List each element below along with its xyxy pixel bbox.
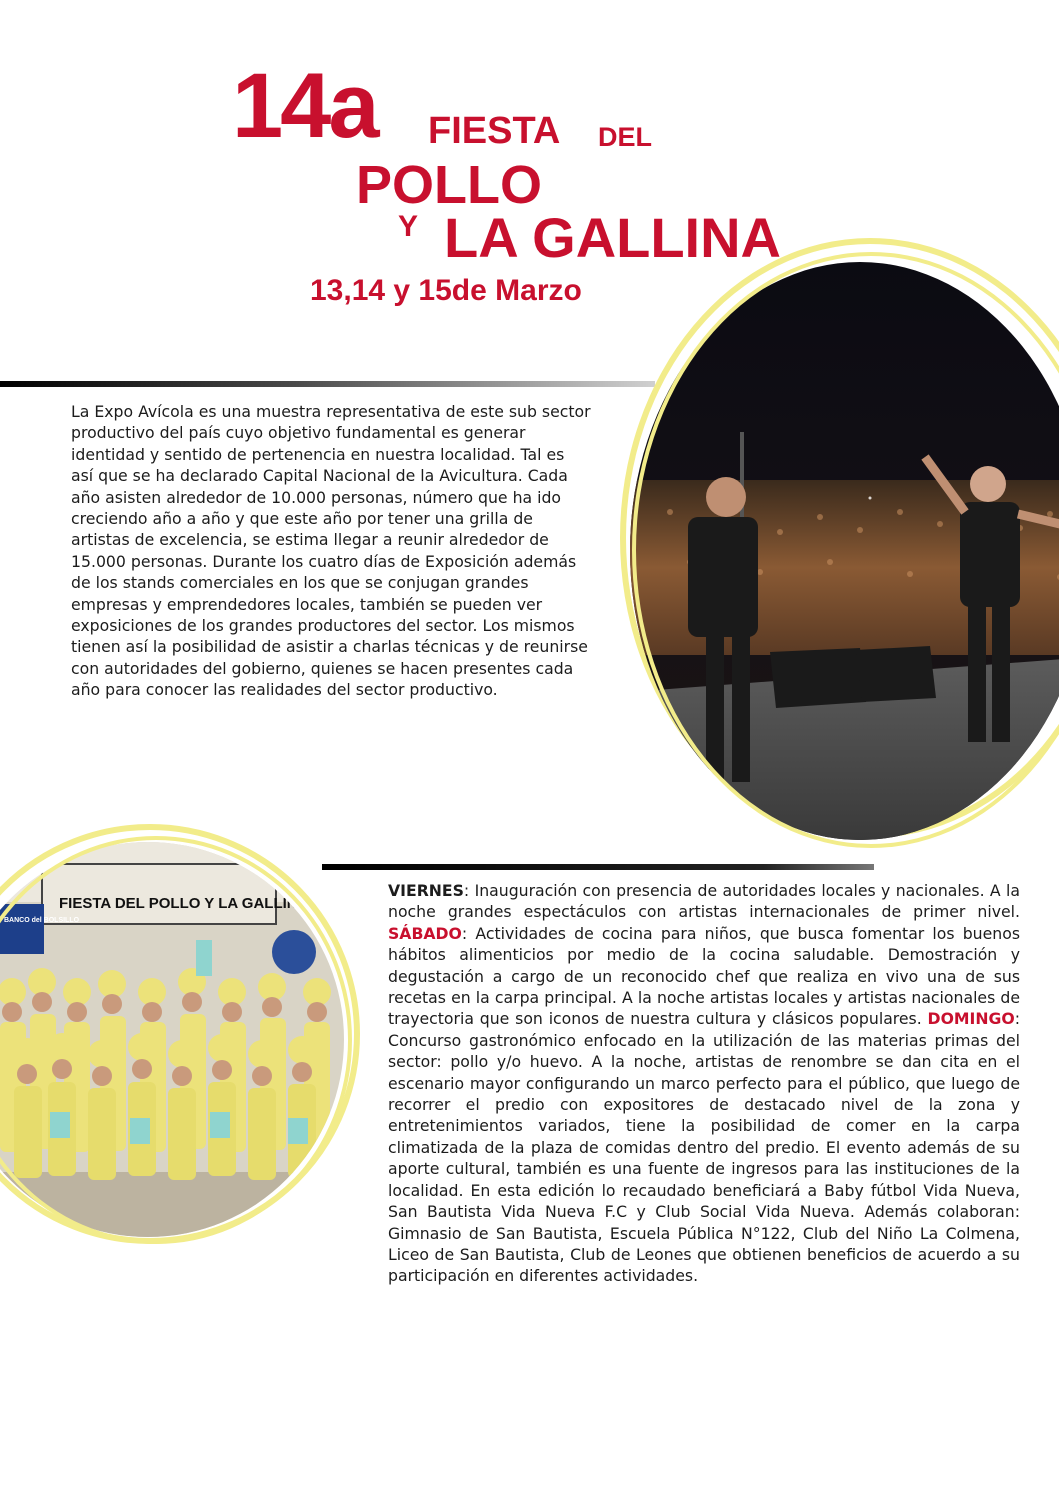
viernes-label: VIERNES <box>388 881 464 900</box>
sabado-label: SÁBADO <box>388 923 462 943</box>
title-y: Y <box>398 210 419 243</box>
sponsor-banner-text: BANCO del BOLSILLO <box>4 917 80 924</box>
viernes-text: : Inauguración con presencia de autoridades locales y nacionales. A la noche grandes espectáculos con artistas internacionales de primer nivel. <box>388 881 1020 922</box>
title-pollo: POLLO <box>356 155 542 215</box>
schedule-divider <box>322 864 874 870</box>
edition-number: 14a <box>232 55 377 157</box>
banner-text: FIESTA DEL POLLO Y LA GALLINA <box>59 895 309 912</box>
title-del: DEL <box>598 122 652 152</box>
intro-paragraph: La Expo Avícola es una muestra representativa de este sub sector productivo del país cuyo objetivo fundamental es generar identidad y sentido de pertenencia en nuestra localidad. Tal es así que se ha declarado Capital Nacional de la Avicultura. Cada año asisten alrededor de 10.000 personas, número que ha ido creciendo año a año y que este año por tener una grilla de artistas de excelencia, se estima llegar a reunir alrededor de 15.000 personas. Durante los cuatro días de Exposición además de los stands comerciales en los que se conjugan grandes empresas y emprendedores locales, también se pueden ver exposiciones de los grandes productores del sector. Los mismos tienen así la posibilidad de asistir a charlas técnicas y de reunirse con autoridades del gobierno, quienes se hacen presentes cada año para conocer las realidades del sector productivo. <box>71 402 591 700</box>
sabado-text: : Actividades de cocina para niños, que busca fomentar los buenos hábitos alimenticios por medio de la cocina saludable. Demostración y degustación a cargo de un reconocido chef que realiza en vivo una de sus recetas en la carpa principal. A la noche artistas locales y artistas nacionales de trayectoria que son iconos de nuestra cultura y clásicos populares. <box>388 923 1020 1029</box>
top-divider <box>0 381 655 387</box>
domingo-label: DOMINGO <box>927 1009 1015 1029</box>
event-dates: 13,14 y 15de Marzo <box>310 274 582 307</box>
title-gallina: LA GALLINA <box>444 206 781 269</box>
domingo-text: : Concurso gastronómico enfocado en la utilización de las materias primas del sector: pollo y/o huevo. A la noche, artistas de renombre se dan cita en el escenario mayor configurando un marco perfecto para el público, que luego de recorrer el predio con expositores de destacado nivel de la zona y entretenimientos variados, tiene la posibilidad de comer en la carpa climatizada de la plaza de comidas dentro del predio. El evento además de su aporte cultural, también es una fuente de ingresos para las instituciones de la localidad. En esta edición lo recaudado beneficiará a Baby fútbol Vida Nueva, San Bautista Vida Nueva F.C y Club Social Vida Nueva. Además colaboran: Gimnasio de San Bautista, Escuela Pública N°122, Club del Niño La Colmena, Liceo de San Bautista, Club de Leones que obtienen beneficios de acuerdo a su participación en diferentes actividades. <box>388 1009 1020 1286</box>
title-fiesta: FIESTA <box>428 110 561 152</box>
schedule-paragraph <box>388 880 1020 1287</box>
